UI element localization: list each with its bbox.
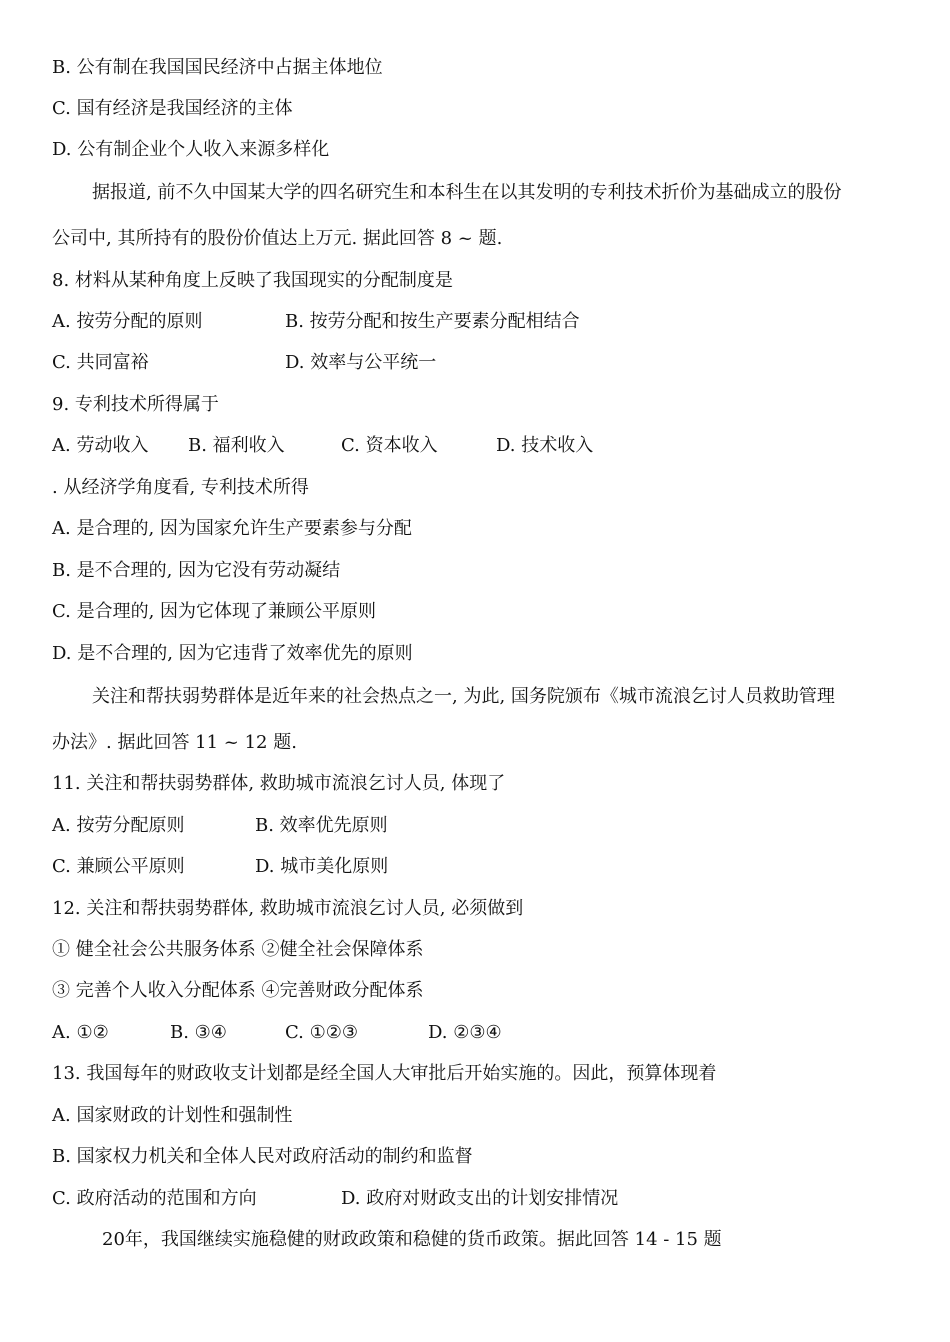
question-8-option-a: A. 按劳分配的原则 [52,311,203,332]
question-10-option-d: D. 是不合理的, 因为它违背了效率优先的原则 [52,643,413,664]
passage-2-line-2: 办法》. 据此回答 11 ~ 12 题. [52,732,297,753]
question-13-option-d: D. 政府对财政支出的计划安排情况 [341,1188,619,1209]
question-11-option-c: C. 兼顾公平原则 [52,856,185,877]
question-8-option-d: D. 效率与公平统一 [285,352,437,373]
question-12-statements-2: ③ 完善个人收入分配体系 ④完善财政分配体系 [52,980,424,1001]
question-12-option-b: B. ③④ [170,1022,227,1043]
question-8: 8. 材料从某种角度上反映了我国现实的分配制度是 [52,270,453,291]
question-11-option-a: A. 按劳分配原则 [52,815,185,836]
option-b-line: B. 公有制在我国国民经济中占据主体地位 [52,57,383,78]
question-9-option-b: B. 福利收入 [188,435,285,456]
passage-2-line-1: 关注和帮扶弱势群体是近年来的社会热点之一, 为此, 国务院颁布《城市流浪乞讨人员救助管理 [92,686,835,707]
question-11: 11. 关注和帮扶弱势群体, 救助城市流浪乞讨人员, 体现了 [52,773,506,794]
question-12-option-d: D. ②③④ [428,1022,502,1043]
question-8-option-c: C. 共同富裕 [52,352,149,373]
question-10-option-a: A. 是合理的, 因为国家允许生产要素参与分配 [52,518,412,539]
question-10: . 从经济学角度看, 专利技术所得 [52,477,309,498]
option-d-line: D. 公有制企业个人收入来源多样化 [52,139,330,160]
question-9-option-a: A. 劳动收入 [52,435,149,456]
question-13: 13. 我国每年的财政收支计划都是经全国人大审批后开始实施的。因此，预算体现着 [52,1063,717,1084]
question-12-option-a: A. ①② [52,1022,109,1043]
passage-1-line-1: 据报道, 前不久中国某大学的四名研究生和本科生在以其发明的专利技术折价为基础成立的股份 [92,182,842,203]
option-c-line: C. 国有经济是我国经济的主体 [52,98,293,119]
question-12-statements-1: ① 健全社会公共服务体系 ②健全社会保障体系 [52,939,424,960]
question-9-option-c: C. 资本收入 [341,435,438,456]
question-13-option-a: A. 国家财政的计划性和强制性 [52,1105,293,1126]
question-12: 12. 关注和帮扶弱势群体, 救助城市流浪乞讨人员, 必须做到 [52,898,524,919]
question-9-option-d: D. 技术收入 [496,435,594,456]
question-10-option-c: C. 是合理的, 因为它体现了兼顾公平原则 [52,601,377,622]
question-13-option-b: B. 国家权力机关和全体人民对政府活动的制约和监督 [52,1146,473,1167]
question-11-option-b: B. 效率优先原则 [255,815,388,836]
question-8-option-b: B. 按劳分配和按生产要素分配相结合 [285,311,580,332]
question-9: 9. 专利技术所得属于 [52,394,219,415]
passage-3-line: 20年，我国继续实施稳健的财政政策和稳健的货币政策。据此回答 14 - 15 题 [102,1229,722,1250]
passage-1-line-2: 公司中, 其所持有的股份价值达上万元. 据此回答 8 ~ 题. [52,228,503,249]
question-11-option-d: D. 城市美化原则 [255,856,389,877]
question-13-option-c: C. 政府活动的范围和方向 [52,1188,257,1209]
question-10-option-b: B. 是不合理的, 因为它没有劳动凝结 [52,560,341,581]
question-12-option-c: C. ①②③ [285,1022,358,1043]
